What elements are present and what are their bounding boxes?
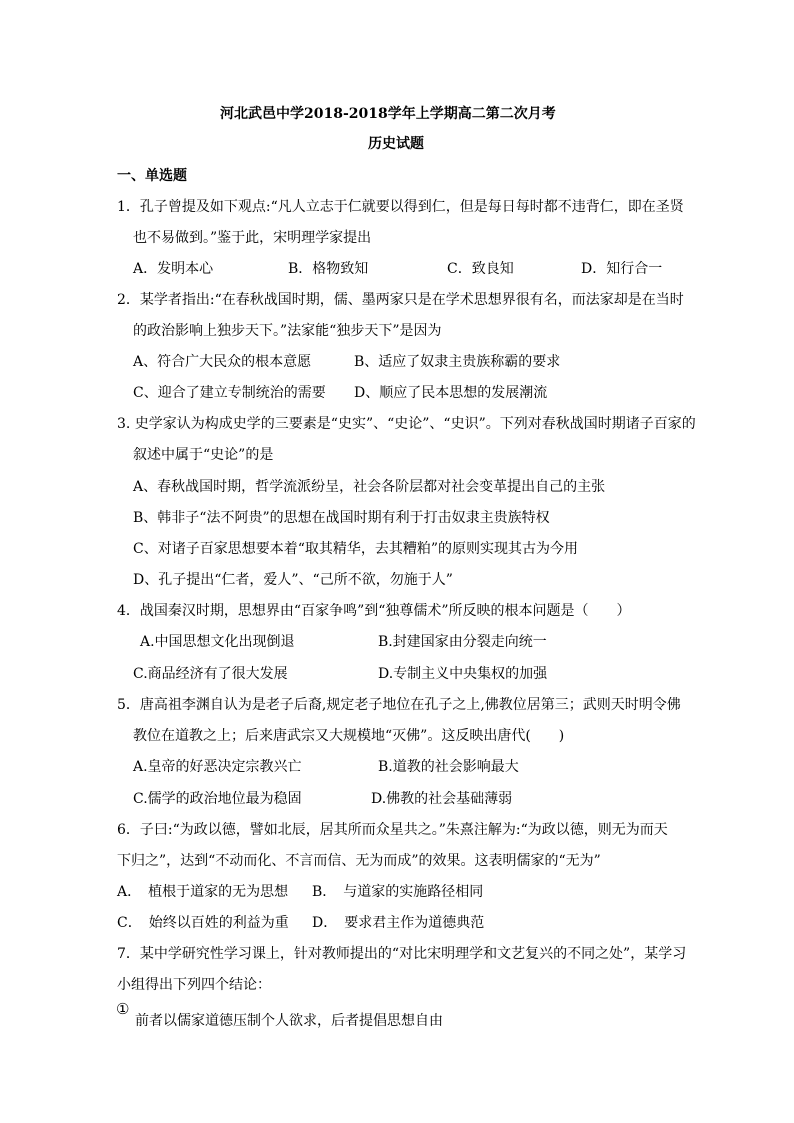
question-text-line: 2．某学者指出:“在春秋战国时期，儒、墨两家只是在学术思想界很有名，而法家却是在当时 [117,292,684,308]
option-c: C、对诸子百家思想要本着“取其精华，去其糟粕”的原则实现其古为今用 [133,541,579,557]
question-text-line: 的政治影响上独步天下。”法家能“独步天下”是因为 [133,323,442,339]
question-text-line: 4．战国秦汉时期，思想界由“百家争鸣”到“独尊儒术”所反映的根本问题是（ ） [117,603,631,619]
conclusion-marker: ① [116,1000,130,1018]
conclusion-text: 前者以儒家道德压制个人欲求，后者提倡思想自由 [135,1013,443,1029]
exam-title: 河北武邑中学2018-2018学年上学期高二第二次月考 [220,106,556,122]
question-text-line: 下归之”，达到“不动而化、不言而信、无为而成”的效果。这表明儒家的“无为” [117,853,601,869]
question-text-line: 1．孔子曾提及如下观点:“凡人立志于仁就要以得到仁，但是每日每时都不违背仁，即在圣贤 [117,199,684,215]
question-text-line: 6．子曰:“为政以德，譬如北辰，居其所而众星共之。”朱熹注解为:“为政以德，则无为而天 [117,822,668,838]
question-text-line: 7．某中学研究性学习课上，针对教师提出的“对比宋明理学和文艺复兴的不同之处”，某学习 [117,946,687,962]
option-b: B、韩非子“法不阿贵”的思想在战国时期有利于打击奴隶主贵族特权 [133,510,550,526]
option-d: D．知行合一 [581,261,663,277]
option-b: B.封建国家由分裂走向统一 [378,634,547,650]
option-c: C.儒学的政治地位最为稳固 [133,791,302,807]
option-a: A、符合广大民众的根本意愿 [133,354,312,370]
option-d: D、孔子提出“仁者，爱人”、“己所不欲，勿施于人” [133,572,453,588]
option-b: B.道教的社会影响最大 [378,759,519,775]
option-d: D、顺应了民本思想的发展潮流 [354,385,548,401]
option-a: A、春秋战国时期，哲学流派纷呈，社会各阶层都对社会变革提出自己的主张 [133,479,606,495]
section-heading: 一、单选题 [117,168,187,184]
option-d: D.佛教的社会基础薄弱 [371,791,513,807]
option-d: D． 要求君主作为道德典范 [312,915,485,931]
question-text-line: 叙述中属于“史论”的是 [133,447,274,463]
option-c: C． 始终以百姓的利益为重 [117,915,289,931]
option-a: A.皇帝的好恶决定宗教兴亡 [133,759,302,775]
question-text-line: 教位在道教之上；后来唐武宗又大规模地“灭佛”。这反映出唐代( ) [133,728,565,744]
option-b: B． 与道家的实施路径相同 [312,884,484,900]
option-c: C．致良知 [447,261,514,277]
option-b: B、适应了奴隶主贵族称霸的要求 [354,354,561,370]
question-text-line: 小组得出下列四个结论： [117,977,271,993]
question-text-line: 也不易做到。”鉴于此，宋明理学家提出 [133,230,372,246]
option-c: C.商品经济有了很大发展 [133,666,288,682]
exam-subtitle: 历史试题 [368,136,424,152]
question-text-line: 3. 史学家认为构成史学的三要素是“史实”、“史论”、“史识”。下列对春秋战国时期诸子百家的 [117,416,696,432]
option-a: A．发明本心 [133,261,214,277]
option-d: D.专制主义中央集权的加强 [378,666,548,682]
option-a: A． 植根于道家的无为思想 [117,884,289,900]
option-a: A.中国思想文化出现倒退 [140,634,295,650]
option-c: C、迎合了建立专制统治的需要 [133,385,326,401]
question-text-line: 5．唐高祖李渊自认为是老子后裔,规定老子地位在孔子之上,佛教位居第三；武则天时明令佛 [117,697,681,713]
option-b: B．格物致知 [288,261,369,277]
